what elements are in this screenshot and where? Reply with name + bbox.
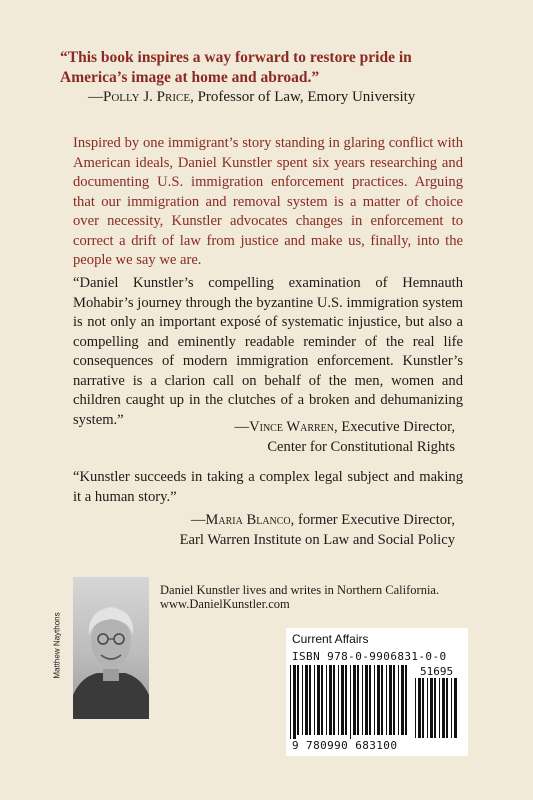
price-barcode <box>415 678 459 738</box>
barcode-bar <box>430 678 433 738</box>
ean-number: 9 780990 683100 <box>292 739 398 752</box>
barcode-bar <box>439 678 440 738</box>
barcode-bar <box>377 665 380 735</box>
barcode-bar <box>321 665 323 735</box>
barcode-bar <box>345 665 347 735</box>
barcode-bar <box>398 665 399 735</box>
barcode-bar <box>369 665 371 735</box>
barcode-bar <box>381 665 383 735</box>
barcode-bar <box>290 665 291 739</box>
barcode-panel <box>286 628 468 756</box>
isbn-label: ISBN 978-0-9906831-0-0 <box>292 650 447 663</box>
barcode-bar <box>434 678 436 738</box>
barcode-bar <box>389 665 392 735</box>
barcode-bar <box>365 665 368 735</box>
author-bio: Daniel Kunstler lives and writes in Northern California. <box>160 583 440 597</box>
warren-attribution-line1 <box>235 418 456 438</box>
barcode-bar <box>353 665 356 735</box>
barcode-bar <box>386 665 387 735</box>
barcode-bar <box>362 665 363 735</box>
author-portrait-image <box>73 577 149 719</box>
blanco-quote: “Kunstler succeeds in taking a complex legal subject and making it a human story.” <box>73 469 463 505</box>
warren-quote: “Daniel Kunstler’s compelling examination of Hemnauth Mohabir’s journey through the byzantine U.S. immigration system is not only an important exposé of systematic injustice, but also a compelling and eminently readable reminder of the real life consequences of modern immigration enforcement. Kunstler’s narrative is a clarion call on behalf of the men, women and children caught up in the clutches of a broken and dehumanizing system.” <box>73 275 463 428</box>
barcode-bar <box>326 665 327 735</box>
barcode-bar <box>317 665 320 735</box>
barcode-bar <box>341 665 344 735</box>
barcode-bar <box>451 678 452 738</box>
barcode-bar <box>314 665 315 735</box>
barcode-bar <box>357 665 359 735</box>
warren-attribution-line2: Center for Constitutional Rights <box>267 438 455 455</box>
lead-quote-attribution <box>88 88 508 106</box>
barcode-bar <box>401 665 404 735</box>
barcode-bar <box>309 665 311 735</box>
attribution-dash: — <box>234 419 250 435</box>
book-description: Inspired by one immigrant’s story standing in glaring conflict with American ideals, Daniel Kunstler spent six years researching and documenting U.S. immigration enforcement practices. Arguing that our immigration and removal system is a matter of choice over necessity, Kunstler advocates changes in enforcement to correct a drift of law from justice and make us, finally, into the people we say we are. <box>73 135 463 268</box>
attribution-name: Maria Blanco <box>205 512 291 528</box>
author-website[interactable]: www.DanielKunstler.com <box>160 597 290 611</box>
barcode-bar <box>305 665 308 735</box>
author-photo <box>73 577 149 719</box>
barcode-bar <box>454 678 457 738</box>
photo-credit <box>50 577 64 719</box>
lead-quote: “This book inspires a way forward to restore pride in America’s image at home and abroad.” <box>60 49 412 86</box>
blanco-attribution-line2: Earl Warren Institute on Law and Social Policy <box>179 531 455 548</box>
barcode-bar <box>374 665 375 735</box>
barcode-bar <box>329 665 332 735</box>
attribution-dash: — <box>88 89 103 105</box>
barcode-bar <box>422 678 424 738</box>
isbn-barcode <box>290 665 412 739</box>
barcode-bar <box>297 665 299 735</box>
barcode-bar <box>446 678 448 738</box>
price-code: 51695 <box>420 665 454 678</box>
attribution-title: , former Executive Director, <box>290 512 455 528</box>
barcode-bar <box>293 665 296 739</box>
photo-credit-text: Matthew Naythons <box>52 612 62 679</box>
category-label: Current Affairs <box>292 632 369 646</box>
barcode-bar <box>427 678 428 738</box>
attribution-title: , Professor of Law, Emory University <box>190 89 416 105</box>
barcode-bar <box>393 665 395 735</box>
barcode-bar <box>418 678 421 738</box>
attribution-dash: — <box>190 512 206 528</box>
barcode-bar <box>405 665 407 735</box>
barcode-bar <box>442 678 445 738</box>
blanco-attribution <box>180 511 455 550</box>
barcode-bar <box>338 665 339 735</box>
barcode-bar <box>333 665 335 735</box>
barcode-bar <box>415 678 416 738</box>
attribution-name: Vince Warren <box>249 419 335 435</box>
attribution-name: Polly J. Price <box>103 89 191 105</box>
barcode-bar <box>350 665 351 739</box>
warren-attribution <box>235 418 456 457</box>
attribution-title: , Executive Director, <box>334 419 455 435</box>
barcode-bar <box>302 665 303 735</box>
blanco-attribution-line1 <box>180 511 455 531</box>
